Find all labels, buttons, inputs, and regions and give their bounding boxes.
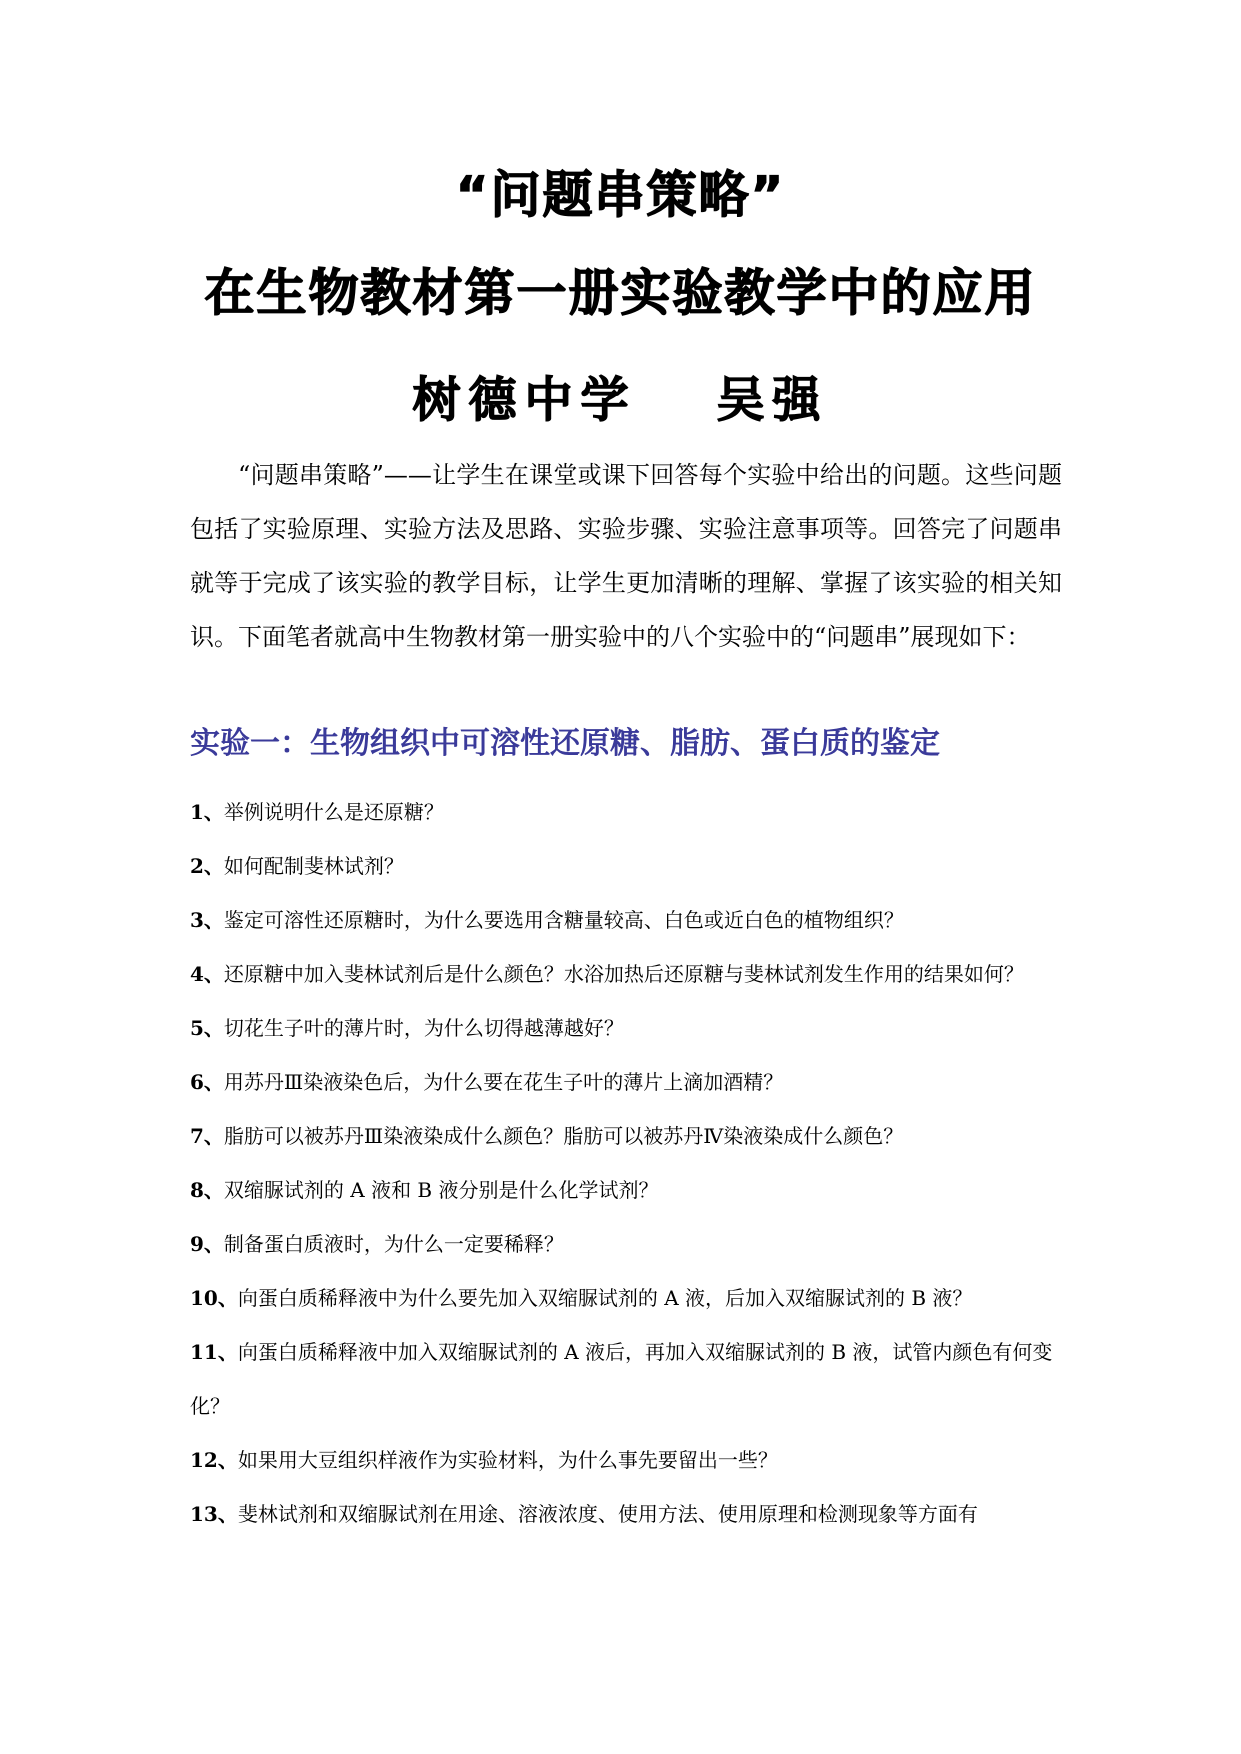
question-text: 切花生子叶的薄片时，为什么切得越薄越好？ <box>223 1016 624 1040</box>
author-line <box>0 368 1241 432</box>
question-item <box>190 1325 1062 1433</box>
question-text: 用苏丹Ⅲ染液染色后，为什么要在花生子叶的薄片上滴加酒精？ <box>223 1070 784 1094</box>
question-text: 脂肪可以被苏丹Ⅲ染液染成什么颜色？脂肪可以被苏丹Ⅳ染液染成什么颜色？ <box>223 1124 904 1148</box>
question-number: 8、 <box>190 1178 224 1202</box>
question-item <box>190 1109 1062 1163</box>
question-number: 10、 <box>190 1286 238 1310</box>
question-number: 13、 <box>190 1502 238 1526</box>
question-item <box>190 1487 1062 1541</box>
question-item <box>190 1433 1062 1487</box>
question-item <box>190 839 1062 893</box>
question-number: 11、 <box>190 1340 238 1364</box>
question-number: 2、 <box>190 854 224 878</box>
intro-paragraph: “问题串策略”——让学生在课堂或课下回答每个实验中给出的问题。这些问题包括了实验原理、实验方法及思路、实验步骤、实验注意事项等。回答完了问题串就等于完成了该实验的教学目标，让学生更加清晰的理解、掌握了该实验的相关知识。下面笔者就高中生物教材第一册实验中的八个实验中的“问题串”展现如下： <box>190 461 1062 651</box>
author-school: 树德中学 <box>412 372 637 428</box>
question-text: 向蛋白质稀释液中加入双缩脲试剂的 A 液后，再加入双缩脲试剂的 B 液，试管内颜色有何变化？ <box>190 1340 1053 1418</box>
question-item <box>190 947 1062 1001</box>
section-heading: 实验一：生物组织中可溶性还原糖、脂肪、蛋白质的鉴定 <box>190 726 940 761</box>
question-text: 还原糖中加入斐林试剂后是什么颜色？水浴加热后还原糖与斐林试剂发生作用的结果如何？ <box>223 962 1024 986</box>
author-name: 吴强 <box>716 372 829 428</box>
question-number: 5、 <box>190 1016 224 1040</box>
question-number: 6、 <box>190 1070 224 1094</box>
question-item <box>190 1001 1062 1055</box>
title-line-1: “问题串策略” <box>455 166 786 224</box>
question-item <box>190 1055 1062 1109</box>
question-text: 向蛋白质稀释液中为什么要先加入双缩脲试剂的 A 液，后加入双缩脲试剂的 B 液？ <box>237 1286 973 1310</box>
question-list <box>190 785 1062 1541</box>
question-number: 9、 <box>190 1232 224 1256</box>
title-line-2: 在生物教材第一册实验教学中的应用 <box>204 264 1037 322</box>
question-item <box>190 1271 1062 1325</box>
question-number: 12、 <box>190 1448 238 1472</box>
question-text: 双缩脲试剂的 A 液和 B 液分别是什么化学试剂？ <box>223 1178 659 1202</box>
question-text: 斐林试剂和双缩脲试剂在用途、溶液浓度、使用方法、使用原理和检测现象等方面有 <box>237 1502 978 1526</box>
question-item <box>190 893 1062 947</box>
question-item <box>190 1217 1062 1271</box>
question-text: 如何配制斐林试剂？ <box>223 854 404 878</box>
question-text: 鉴定可溶性还原糖时，为什么要选用含糖量较高、白色或近白色的植物组织？ <box>223 908 904 932</box>
question-number: 3、 <box>190 908 224 932</box>
question-number: 7、 <box>190 1124 224 1148</box>
question-text: 举例说明什么是还原糖？ <box>223 800 444 824</box>
question-number: 4、 <box>190 962 224 986</box>
question-item <box>190 1163 1062 1217</box>
question-item <box>190 785 1062 839</box>
question-text: 如果用大豆组织样液作为实验材料，为什么事先要留出一些？ <box>237 1448 778 1472</box>
question-number: 1、 <box>190 800 224 824</box>
question-text: 制备蛋白质液时，为什么一定要稀释？ <box>223 1232 564 1256</box>
